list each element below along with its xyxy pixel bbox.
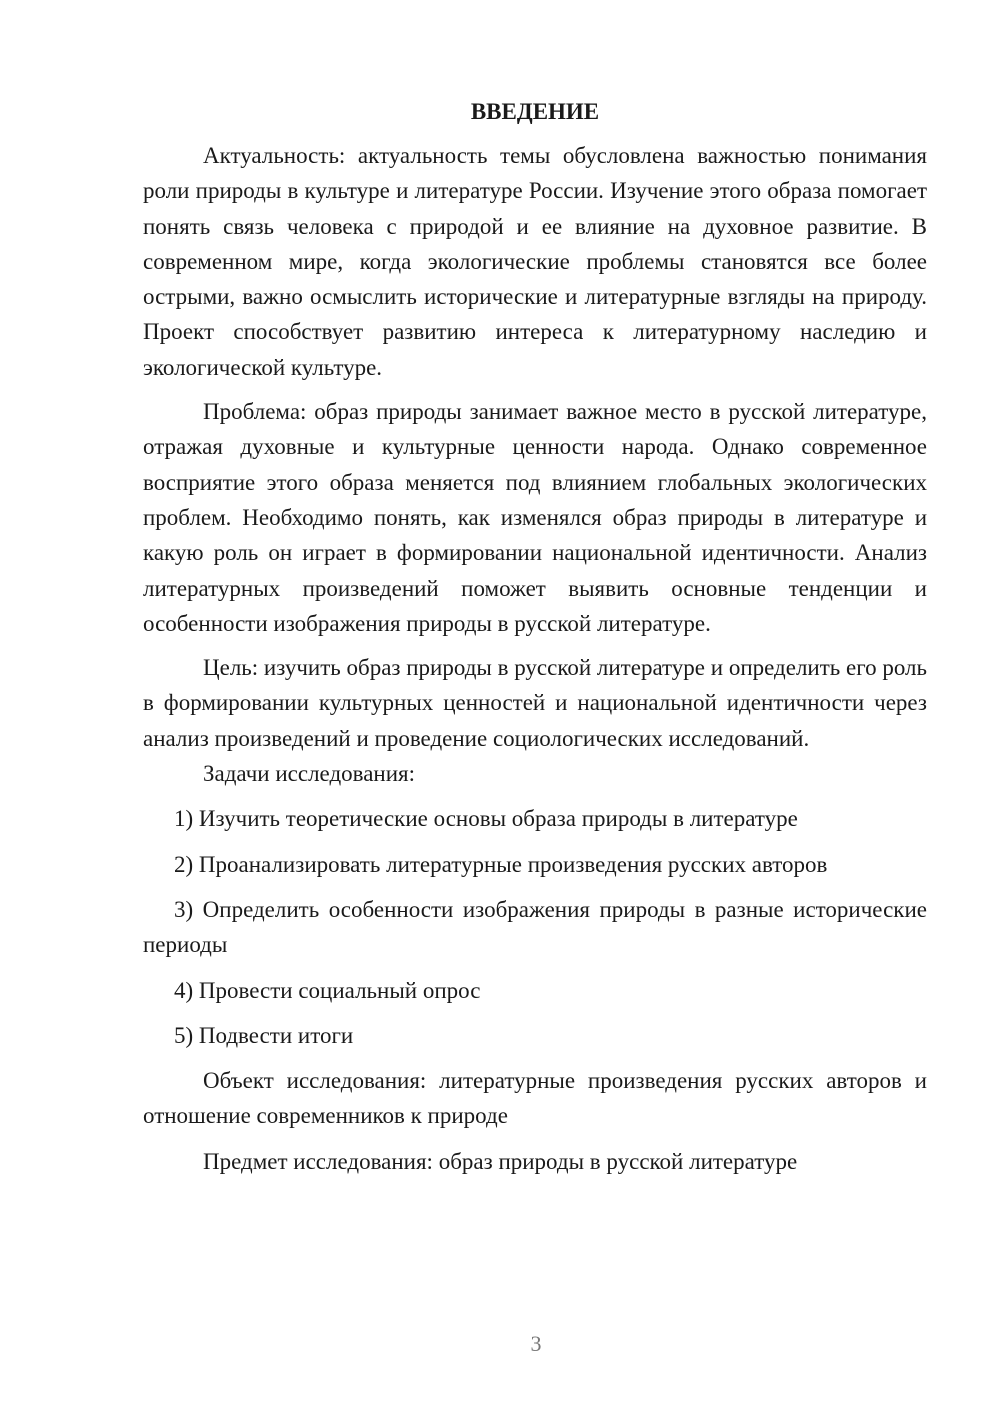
page-content — [143, 93, 927, 1179]
page-number: 3 — [530, 1331, 542, 1356]
paragraph-object: Объект исследования: литературные произведения русских авторов и отношение современников к природе — [143, 1068, 927, 1129]
paragraph-problem: Проблема: образ природы занимает важное место в русской литературе, отражая духовные и культурные ценности народа. Однако современное восприятие этого образа меняется под влиянием глобальных экологических проблем. Необходимо понять, как изменялся образ природы в литературе и какую роль он играет в формировании национальной идентичности. Анализ литературных произведений поможет выявить основные тенденции и особенности изображения природы в русской литературе. — [143, 399, 927, 636]
task-item-2: 2) Проанализировать литературные произведения русских авторов — [174, 851, 828, 877]
task-item-3: 3) Определить особенности изображения природы в разные исторические периоды — [143, 896, 927, 958]
tasks-heading: Задачи исследования: — [203, 761, 416, 787]
paragraph-goal: Цель: изучить образ природы в русской литературе и определить его роль в формировании культурных ценностей и национальной идентичности через анализ произведений и проведение социологических исследований. — [143, 655, 928, 751]
task-item-4: 4) Провести социальный опрос — [174, 977, 481, 1003]
task-item-1: 1) Изучить теоретические основы образа природы в литературе — [174, 806, 798, 832]
section-heading: ВВЕДЕНИЕ — [470, 99, 600, 124]
task-item-5: 5) Подвести итоги — [174, 1022, 354, 1048]
paragraph-relevance: Актуальность: актуальность темы обусловлена важностью понимания роли природы в культуре и литературе России. Изучение этого образа помогает понять связь человека с природой и ее влияние на духовное развитие. В современном мире, когда экологические проблемы становятся все более острыми, важно осмыслить исторические и литературные взгляды на природу. Проект способствует развитию интереса к литературному наследию и экологической культуре. — [143, 143, 927, 380]
paragraph-subject: Предмет исследования: образ природы в русской литературе — [203, 1148, 798, 1174]
